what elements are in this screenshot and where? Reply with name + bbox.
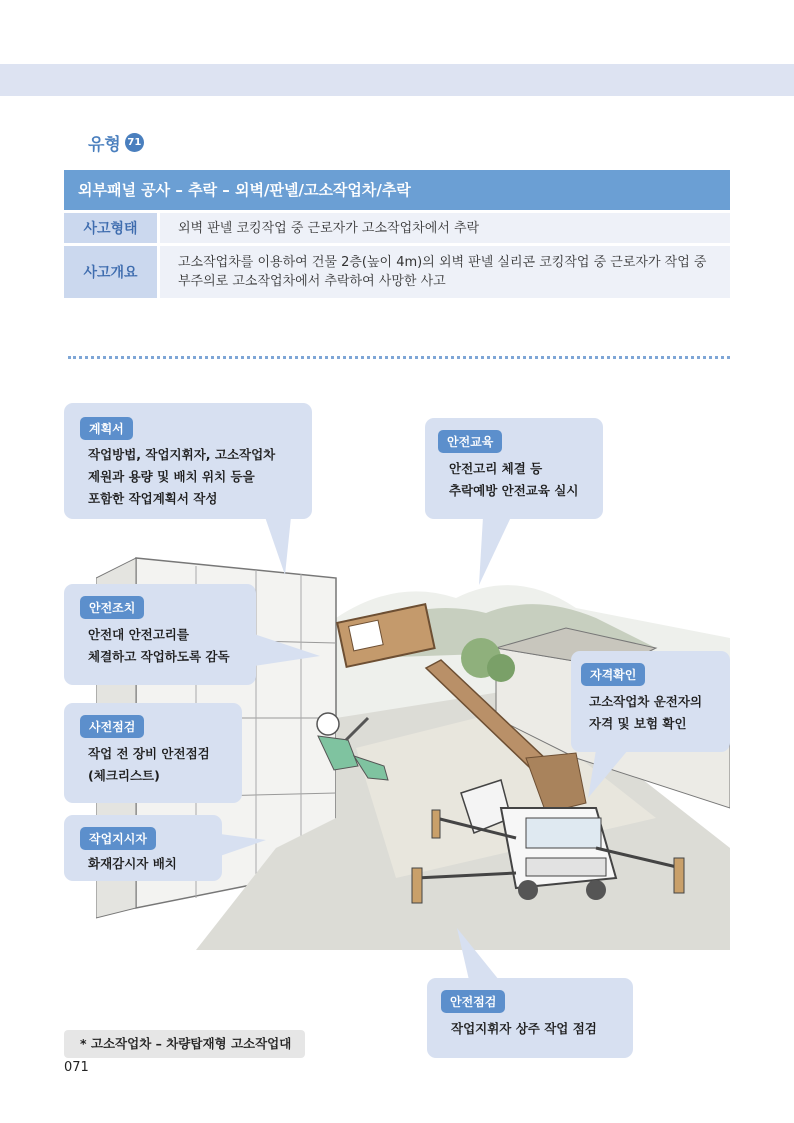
accident-summary-table (64, 170, 730, 298)
callout-qualification-pointer (588, 750, 638, 800)
row-value: 고소작업차를 이용하여 건물 2층(높이 4m)의 외벽 판넬 실리콘 코킹작업 중 근로자가 작업 중 부주의로 고소작업차에서 추락하여 사망한 사고 (160, 246, 730, 298)
top-band (0, 64, 794, 96)
page-number: 071 (64, 1060, 89, 1075)
callout-qualification-text: 고소작업차 운전자의 자격 및 보험 확인 (589, 694, 703, 731)
callout-inspection-tag: 안전점검 (441, 990, 505, 1013)
callout-plan-pointer (255, 517, 295, 577)
callout-supervisor (64, 815, 222, 881)
callout-plan-tag: 계획서 (80, 417, 133, 440)
callout-inspection (427, 978, 633, 1058)
callout-pre-check (64, 703, 242, 803)
callout-plan-text: 작업방법, 작업지휘자, 고소작업차 제원과 용량 및 배치 위치 등을 포함한 작업계획서 작성 (88, 447, 276, 506)
row-label: 사고개요 (64, 246, 157, 298)
callout-safety-measure-tag: 안전조치 (80, 596, 144, 619)
case-number-badge: 71 (125, 133, 144, 152)
callout-safety-measure (64, 584, 256, 685)
table-title: 외부패널 공사 – 추락 – 외벽/판넬/고소작업차/추락 (64, 170, 730, 210)
callout-inspection-pointer (455, 928, 505, 980)
callout-education (425, 418, 603, 519)
callout-education-pointer (475, 517, 515, 587)
case-type-heading (88, 130, 144, 155)
row-label: 사고형태 (64, 213, 157, 243)
callout-education-tag: 안전교육 (438, 430, 502, 453)
callout-supervisor-pointer (220, 830, 270, 860)
table-row (64, 246, 730, 298)
callout-safety-measure-text: 안전대 안전고리를 체결하고 작업하도록 감독 (88, 627, 230, 664)
callout-qualification (571, 651, 730, 752)
table-row (64, 213, 730, 243)
callout-plan (64, 403, 312, 519)
dotted-divider (68, 356, 730, 359)
footnote: * 고소작업차 – 차량탑재형 고소작업대 (64, 1030, 305, 1058)
callout-qualification-tag: 자격확인 (581, 663, 645, 686)
callout-education-text: 안전고리 체결 등 추락예방 안전교육 실시 (449, 461, 579, 498)
callout-pre-check-tag: 사전점검 (80, 715, 144, 738)
callout-safety-measure-pointer (254, 630, 324, 670)
callout-supervisor-text: 화재감시자 배치 (88, 856, 177, 871)
callout-inspection-text: 작업지휘자 상주 작업 점검 (451, 1021, 597, 1036)
callout-pre-check-text: 작업 전 장비 안전점검 (체크리스트) (88, 746, 210, 783)
case-type-label: 유형 (88, 135, 121, 155)
row-value: 외벽 판넬 코킹작업 중 근로자가 고소작업차에서 추락 (160, 213, 730, 243)
callout-supervisor-tag: 작업지시자 (80, 827, 156, 850)
